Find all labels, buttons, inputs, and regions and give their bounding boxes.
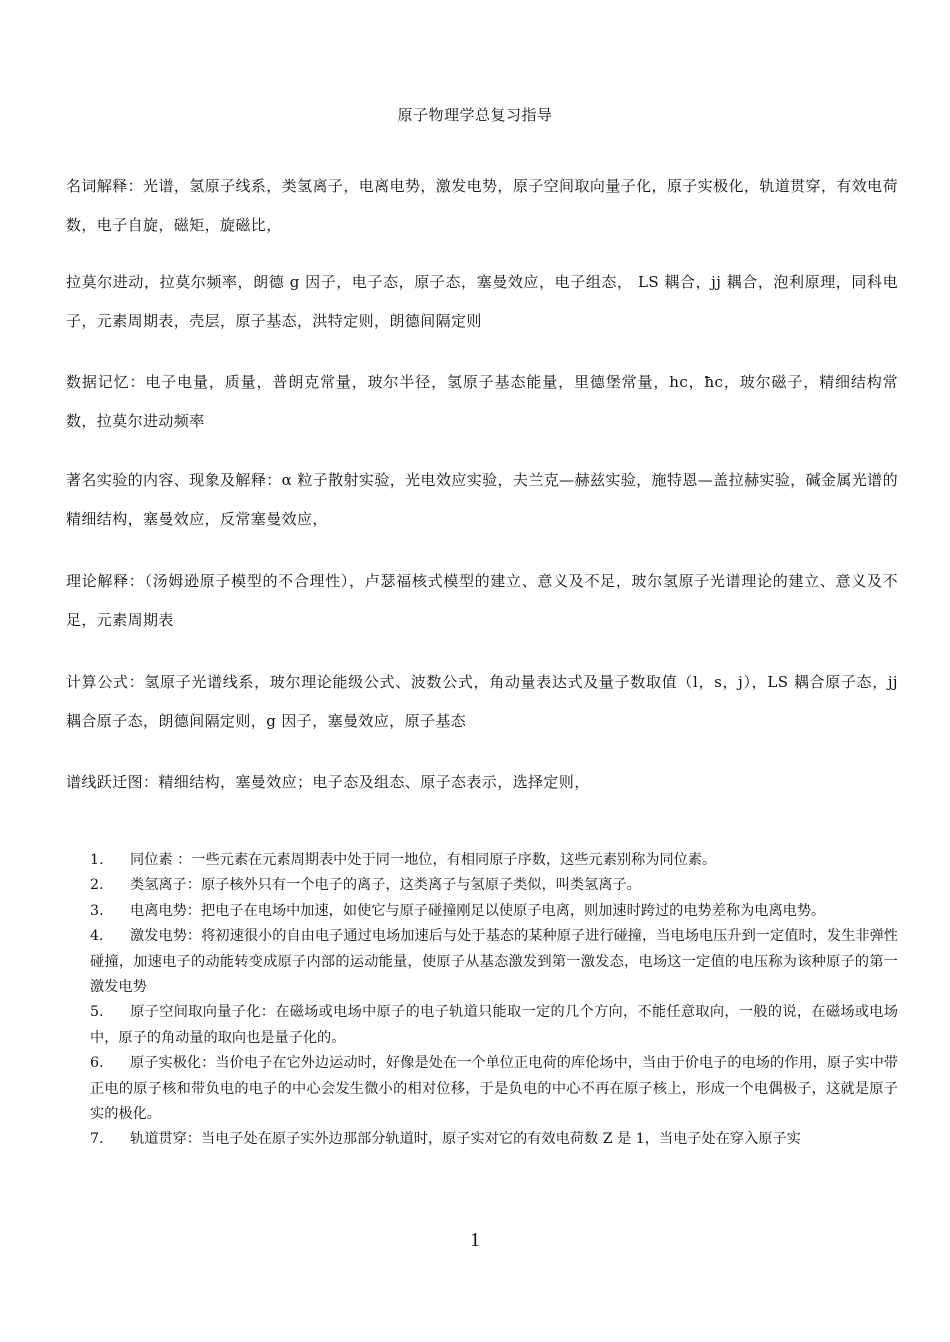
section-label: 理论解释： <box>66 572 145 590</box>
section-text: 氢原子光谱线系，玻尔理论能级公式、波数公式，角动量表达式及量子数取值（l，s，j），LS 耦合原子态，jj 耦合原子态，朗德间隔定则，g 因子，塞曼效应，原子基态 <box>66 673 898 730</box>
item-text: 当价电子在它外边运动时，好像是处在一个单位正电荷的库伦场中，当由于价电子的电场的作用，原子实中带正电的原子核和带负电的电子的中心会发生微小的相对位移，于是负电的中心不再在原子核上，形成一个电偶极子，这就是原子实的极化。 <box>90 1055 898 1123</box>
item-number: 5. <box>90 1004 104 1021</box>
item-term: 原子空间取向量子化： <box>130 1004 276 1021</box>
section-label: 著名实验的内容、现象及解释： <box>66 471 282 489</box>
page-number: 1 <box>470 1229 480 1251</box>
list-item <box>90 1051 898 1127</box>
section-label: 名词解释： <box>66 177 144 195</box>
item-text: 一些元素在元素周期表中处于同一地位，有相同原子序数，这些元素别称为同位素。 <box>191 852 717 868</box>
item-text: 当电子处在原子实外边那部分轨道时，原子实对它的有效电荷数 Z 是 1，当电子处在穿入原子实 <box>200 1131 801 1148</box>
item-term: 电离电势： <box>130 902 201 919</box>
list-item <box>90 873 898 898</box>
section-text: （汤姆逊原子模型的不合理性），卢瑟福核式模型的建立、意义及不足，玻尔氢原子光谱理论的建立、意义及不足，元素周期表 <box>66 572 898 629</box>
list-item <box>90 899 898 924</box>
section-text: 拉莫尔进动，拉莫尔频率，朗德 g 因子，电子态，原子态，塞曼效应，电子组态， LS 耦合，jj 耦合，泡利原理，同科电子，元素周期表，壳层，原子基态，洪特定则，朗德间隔定则 <box>66 273 898 330</box>
page-title: 原子物理学总复习指导 <box>397 106 553 124</box>
section-label: 谱线跃迁图： <box>66 773 159 791</box>
section-terms-continued <box>66 263 898 341</box>
item-number: 4. <box>90 928 104 945</box>
item-term: 同位素 ： <box>130 852 192 868</box>
item-number: 6. <box>90 1055 104 1072</box>
item-text: 将初速很小的自由电子通过电场加速后与处于基态的某种原子进行碰撞，当电场电压升到一定值时，发生非弹性碰撞，加速电子的动能转变成原子内部的运动能量，使原子从基态激发到第一激发态，电场这一定值的电压称为该种原子的第一激发电势 <box>90 928 898 996</box>
item-term: 激发电势： <box>130 928 202 945</box>
item-text: 把电子在电场中加速，如使它与原子碰撞刚足以使原子电离，则加速时跨过的电势差称为电离电势。 <box>200 902 826 919</box>
section-theory <box>66 562 898 640</box>
item-number: 3. <box>90 902 104 919</box>
item-number: 1. <box>90 852 104 868</box>
section-text: 电子电量，质量，普朗克常量，玻尔半径，氢原子基态能量，里德堡常量，hc，ħc，玻尔磁子，精细结构常数，拉莫尔进动频率 <box>66 373 898 430</box>
list-item <box>90 1000 898 1051</box>
item-text: 在磁场或电场中原子的电子轨道只能取一定的几个方向，不能任意取向，一般的说，在磁场或电场中，原子的角动量的取向也是量子化的。 <box>90 1004 898 1046</box>
section-label: 计算公式： <box>66 673 145 691</box>
section-label: 数据记忆： <box>66 373 146 391</box>
section-transitions <box>66 763 898 802</box>
section-formulas <box>66 663 898 741</box>
item-term: 原子实极化： <box>130 1055 216 1072</box>
list-item <box>90 848 898 873</box>
section-terms <box>66 167 898 245</box>
item-text: 原子核外只有一个电子的离子，这类离子与氢原子类似，叫类氢离子。 <box>200 877 641 894</box>
item-number: 7. <box>90 1131 104 1148</box>
item-term: 类氢离子： <box>130 877 201 894</box>
item-number: 2. <box>90 877 104 894</box>
section-text: 光谱，氢原子线系，类氢离子，电离电势，激发电势，原子空间取向量子化，原子实极化，轨道贯穿，有效电荷数，电子自旋，磁矩，旋磁比， <box>66 177 898 234</box>
list-item <box>90 1127 898 1152</box>
section-text: 精细结构，塞曼效应；电子态及组态、原子态表示，选择定则， <box>158 773 590 791</box>
section-text: α 粒子散射实验，光电效应实验，夫兰克—赫兹实验，施特恩—盖拉赫实验，碱金属光谱的精细结构，塞曼效应，反常塞曼效应， <box>66 471 898 528</box>
definition-list <box>90 848 898 1153</box>
section-experiments <box>66 461 898 539</box>
item-term: 轨道贯穿： <box>130 1131 201 1148</box>
section-data <box>66 363 898 441</box>
list-item <box>90 924 898 1000</box>
